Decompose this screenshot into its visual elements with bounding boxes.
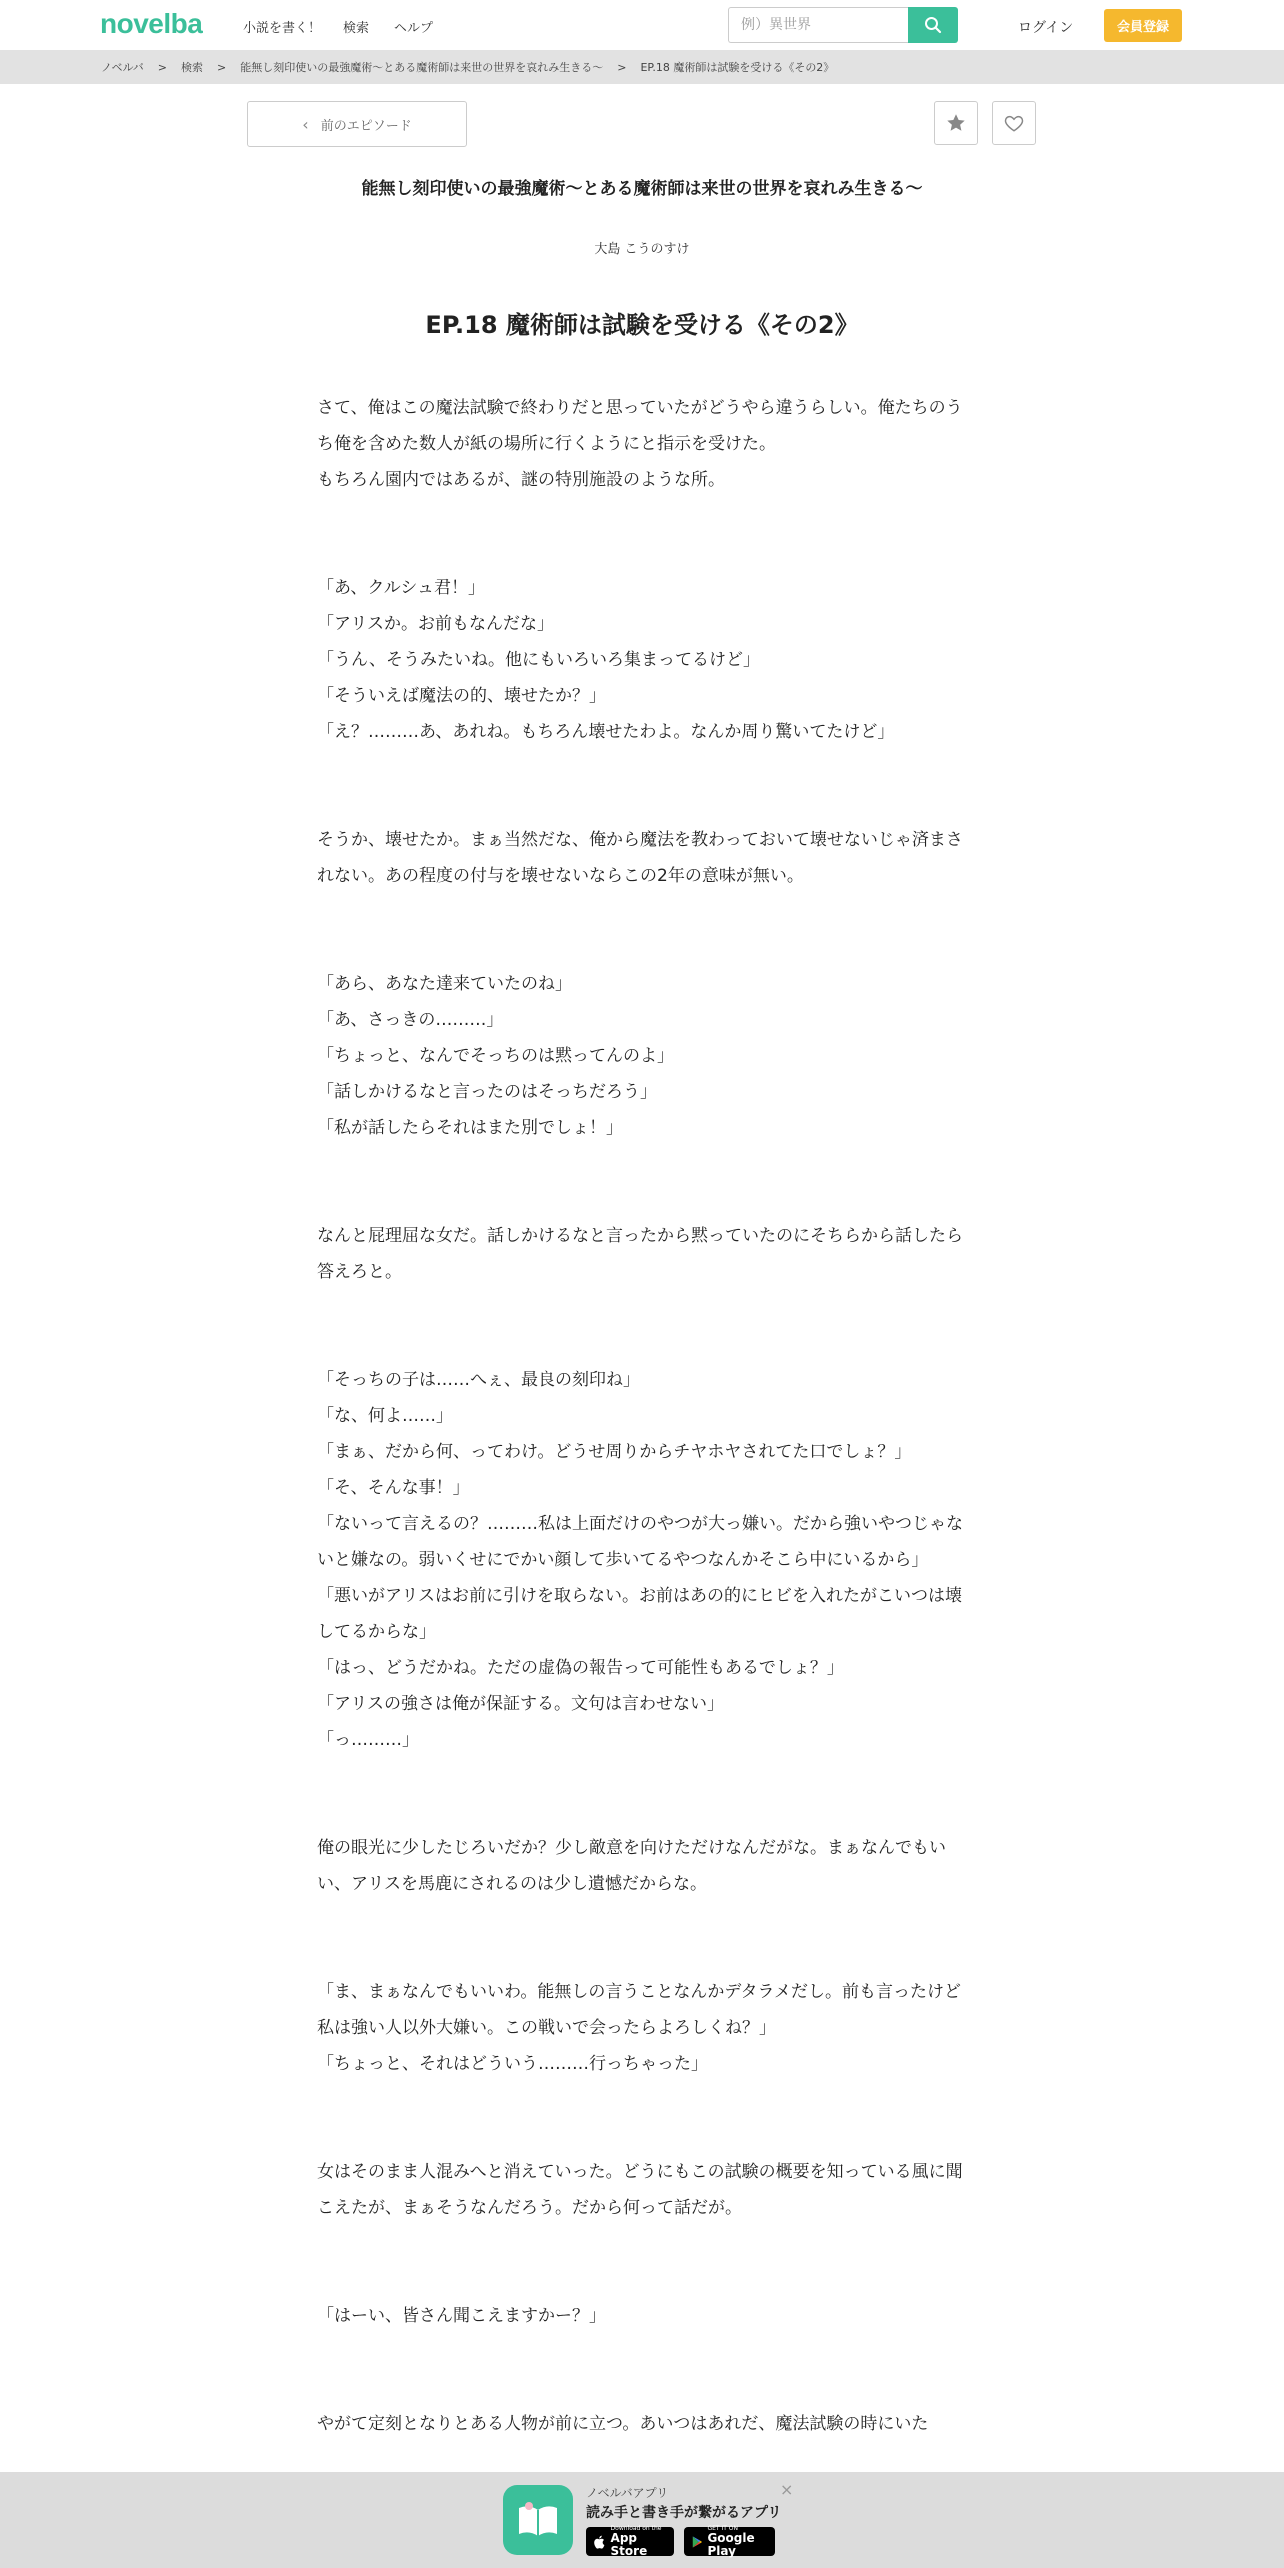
google-play-icon [692,2534,702,2550]
body-paragraph: 「はーい、皆さん聞こえますかー？」 [317,2306,606,2326]
episode-title: EP.18 魔術師は試験を受ける《その2》 [425,311,859,339]
nav-search[interactable]: 検索 [343,21,370,36]
nav-help[interactable]: ヘルプ [394,21,434,36]
breadcrumb-novel[interactable]: 能無し刻印使いの最強魔術〜とある魔術師は来世の世界を哀れみ生きる〜 [240,61,604,74]
prev-episode-label: 前のエピソード [320,118,412,134]
author-name[interactable]: 大島 こうのすけ [594,242,690,257]
nav-write-novel[interactable]: 小説を書く！ [243,21,322,36]
app-store-small-text: Download on the [610,2525,662,2532]
app-name: ノベルバアプリ [586,2486,669,2500]
google-play-small-text: GET IT ON [707,2525,739,2532]
body-paragraph: 「あら、あなた達来ていたのね」 「あ、さっきの………」 「ちょっと、なんでそっちのは黙ってんのよ」 「話しかけるなと言ったのはそっちだろう」 「私が話したらそれはまた別でしょ！」 [317,974,674,1138]
body-paragraph: 「ま、まぁなんでもいいわ。能無しの言うことなんかデタラメだし。前も言ったけど私は強い人以外大嫌い。この戦いで会ったらよろしくね？」 「ちょっと、それはどういう………行っちゃった」 [317,1982,961,2074]
breadcrumb [0,50,1284,84]
body-paragraph: さて、俺はこの魔法試験で終わりだと思っていたがどうやら違うらしい。俺たちのうち俺を含めた数人が紙の場所に行くようにと指示を受けた。 もちろん園内ではあるが、謎の特別施設のような所。 [317,398,963,490]
google-play-big-text: Google Play [707,2531,755,2558]
novel-title[interactable]: 能無し刻印使いの最強魔術〜とある魔術師は来世の世界を哀れみ生きる〜 [361,179,923,199]
search-icon [924,16,942,34]
search-input[interactable] [728,7,908,43]
heart-icon [1003,112,1025,134]
body-paragraph: そうか、壊せたか。まぁ当然だな、俺から魔法を教わっておいて壊せないじゃ済まされない。あの程度の付与を壊せないならこの2年の意味が無い。 [317,830,963,886]
site-header [0,0,1284,50]
body-paragraph: 「そっちの子は……へぇ、最良の刻印ね」 「な、何よ……」 「まぁ、だから何、ってわけ。どうせ周りからチヤホヤされてた口でしょ？」 「そ、そんな事！」 「ないって言えるの？………私は上面だけのやつが大っ嫌い。だから強いやつじゃないと嫌なの。弱いくせにでかい顔して歩いてるやつなんかそこら中にいるから」 「悪いがアリスはお前に引けを取らない。お前はあの的にヒビを入れたがこいつは壊してるからな」 「はっ、どうだかね。ただの虚偽の報告って可能性もあるでしょ？」 「アリスの強さは俺が保証する。文句は言わせない」 「っ………」 [317,1370,963,1750]
body-paragraph: なんと屁理屈な女だ。話しかけるなと言ったから黙っていたのにそちらから話したら答えろと。 [317,1226,963,1282]
search-button[interactable] [908,7,958,43]
app-promo-banner [0,2472,1284,2568]
body-paragraph: 「あ、クルシュ君！」 「アリスか。お前もなんだな」 「うん、そうみたいね。他にもいろいろ集まってるけど」 「そういえば魔法の的、壊せたか？」 「え？………あ、あれね。もちろん壊せたわよ。なんか周り驚いてたけど」 [317,578,895,742]
novelba-logo[interactable]: novelba [100,8,203,39]
breadcrumb-episode: EP.18 魔術師は試験を受ける《その2》 [640,61,835,74]
star-icon [945,112,967,134]
episode-body [317,390,967,2442]
breadcrumb-separator: > [217,60,227,74]
app-store-button[interactable] [586,2527,674,2556]
novelba-app-icon[interactable] [503,2485,573,2555]
breadcrumb-home[interactable]: ノベルバ [101,61,144,74]
body-paragraph: 俺の眼光に少したじろいだか？少し敵意を向けただけなんだがな。まぁなんでもいい、アリスを馬鹿にされるのは少し遺憾だからな。 [317,1838,946,1894]
open-book-icon [515,2500,561,2540]
register-button[interactable]: 会員登録 [1104,9,1182,42]
body-paragraph: 女はそのまま人混みへと消えていった。どうにもこの試験の概要を知っている風に聞こえたが、まぁそうなんだろう。だから何って話だが。 [317,2162,963,2218]
like-heart-button[interactable] [992,101,1036,145]
breadcrumb-search[interactable]: 検索 [181,61,204,74]
app-store-big-text: App Store [610,2531,648,2558]
apple-icon [594,2534,606,2550]
close-icon[interactable]: × [780,2480,794,2499]
chevron-left-icon: ‹ [302,114,309,134]
body-paragraph: やがて定刻となりとある人物が前に立つ。あいつはあれだ、魔法試験の時にいた [317,2414,929,2434]
breadcrumb-separator: > [617,60,627,74]
favorite-star-button[interactable] [934,101,978,145]
login-link[interactable]: ログイン [1018,20,1074,36]
prev-episode-button[interactable] [247,101,467,147]
app-description: 読み手と書き手が繋がるアプリ [586,2505,782,2521]
breadcrumb-separator: > [157,60,168,74]
google-play-button[interactable] [684,2527,775,2556]
